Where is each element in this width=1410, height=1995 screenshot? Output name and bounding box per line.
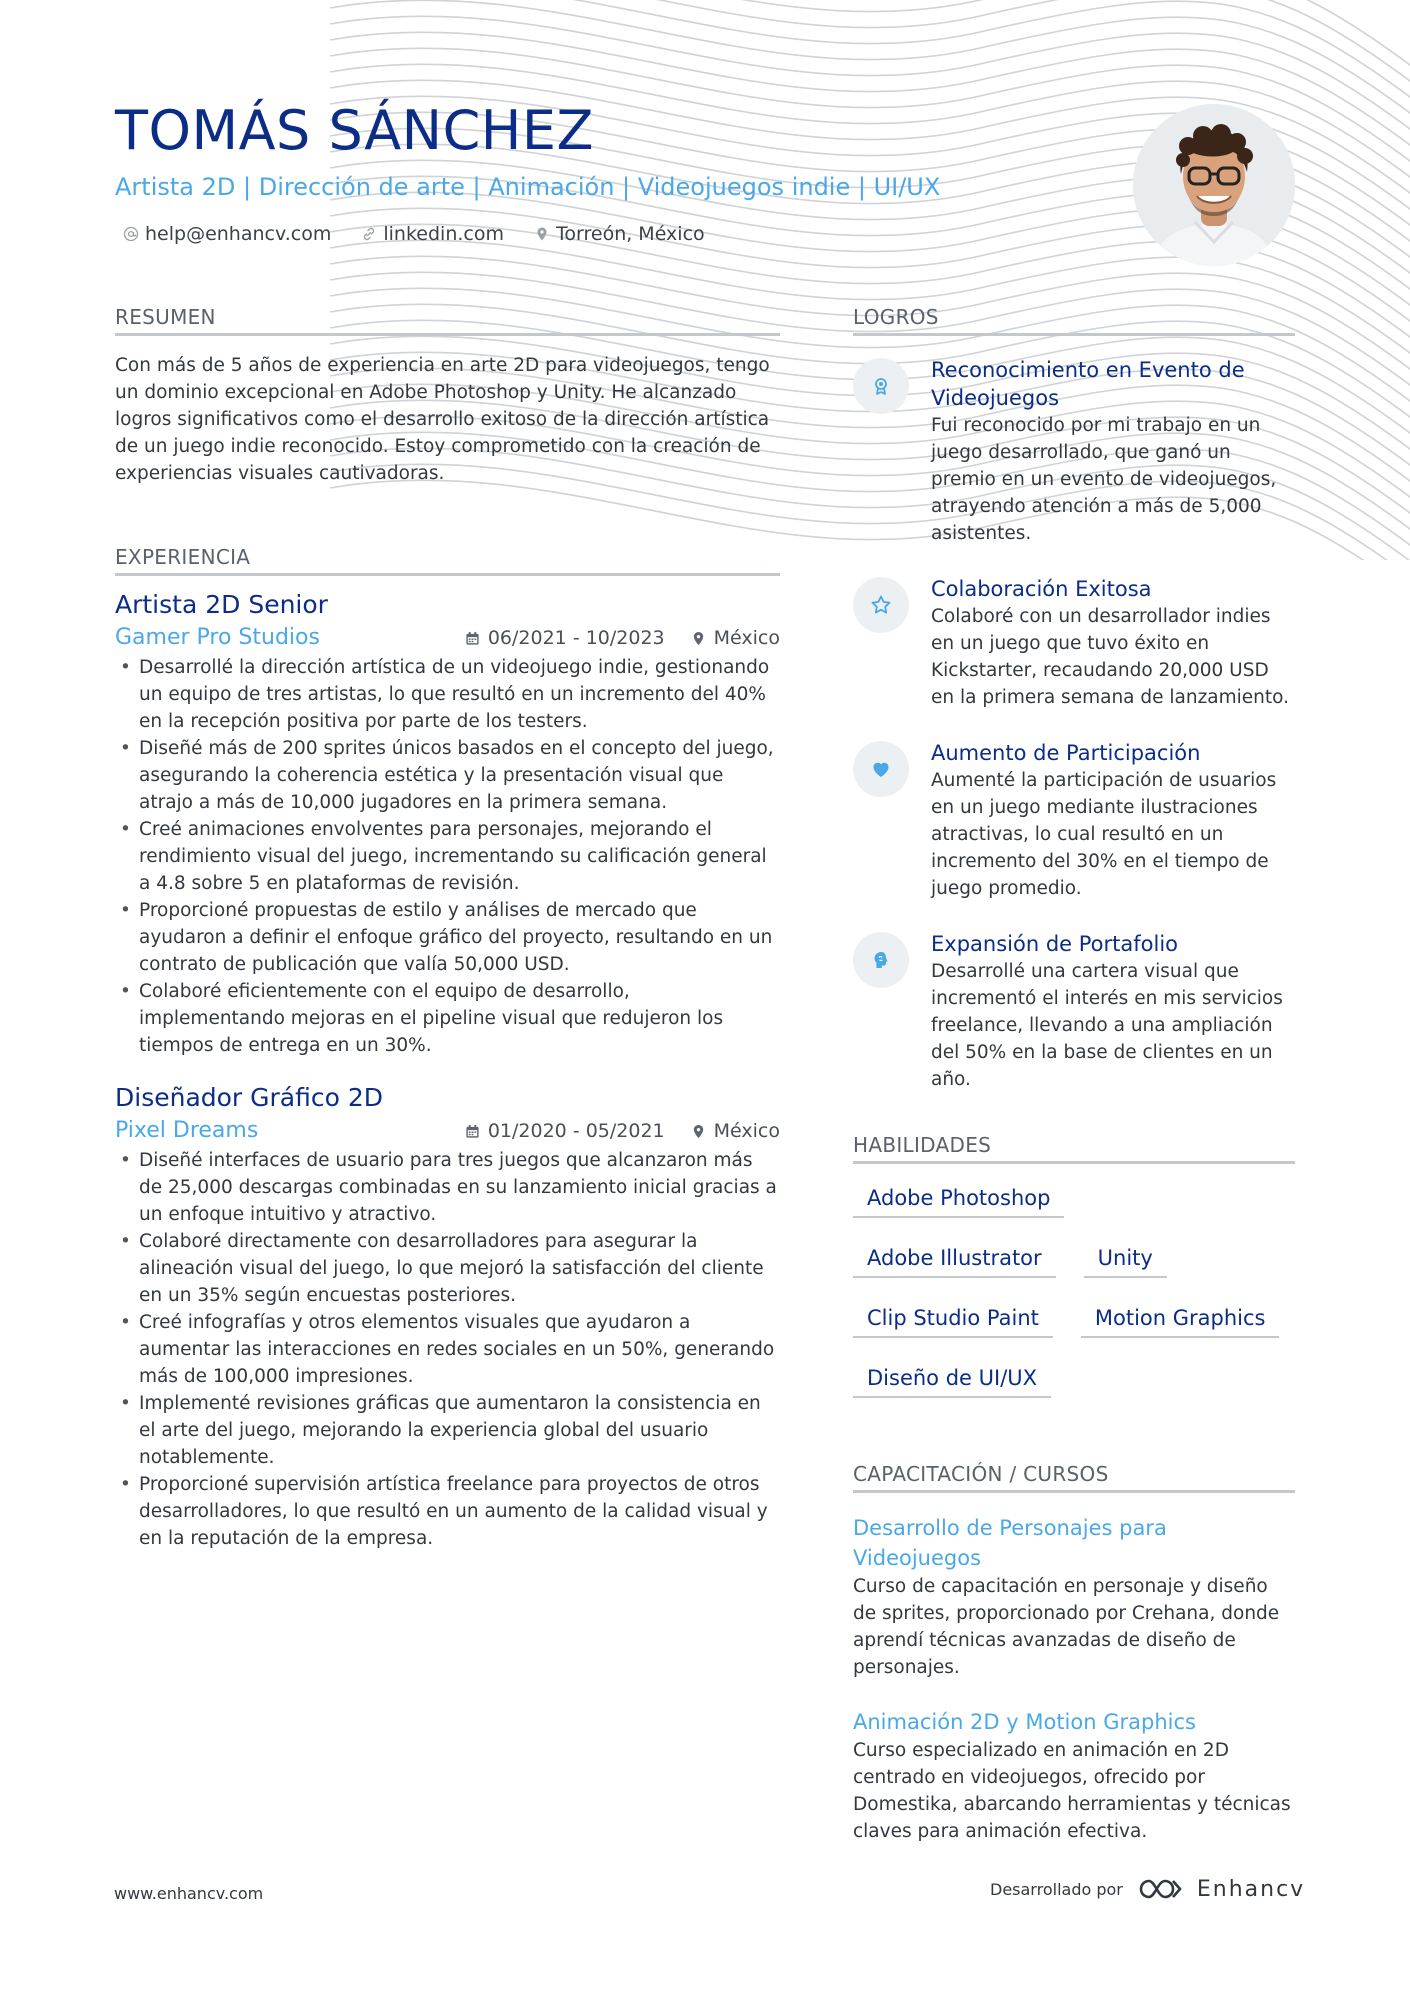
job-bullet: • Desarrollé la dirección artística de un videojuego indie, gestionando un equipo de tres artistas, lo que resultó en un incremento del 40% en la recepción positiva por parte de los testers. [115,654,780,735]
summary-section [115,305,780,487]
right-column [853,305,1295,1871]
job-location [691,622,780,654]
contact-linkedin[interactable] [361,223,504,245]
location-text: Torreón, México [556,223,705,245]
achievement-desc: Fui reconocido por mi trabajo en un juego desarrollado, que ganó un premio en un evento de videojuegos, atrayendo atención a más de 5,000 asistentes. [931,415,1277,544]
job-bullet: • Proporcioné supervisión artística freelance para proyectos de otros desarrolladores, lo que resultó en un aumento de la calidad visual y en la reputación de la empresa. [115,1471,780,1552]
powered-by-text: Desarrollado por [990,1879,1123,1899]
course-item [853,1707,1295,1845]
job-bullet: • Implementé revisiones gráficas que aumentaron la consistencia en el arte del juego, mejorando la experiencia global del usuario notablemente. [115,1390,780,1471]
job-dates-text: 01/2020 - 05/2021 [487,1120,665,1142]
achievement-title: Reconocimiento en Evento de Videojuegos [931,358,1245,410]
profile-photo [1133,104,1295,266]
course-item [853,1513,1295,1681]
job-entry [115,1081,780,1552]
company-name: Pixel Dreams [115,1118,259,1143]
job-bullets [115,1147,780,1552]
wave-line [330,0,1410,80]
job-bullet: • Colaboré eficientemente con el equipo de desarrollo, implementando mejoras en el pipeline visual que redujeron los tiempos de entrega en un 30%. [115,978,780,1059]
job-location-text: México [713,627,780,649]
email-text: help@enhancv.com [145,223,332,245]
skills-list [853,1182,1295,1398]
at-icon [123,226,139,242]
linkedin-text: linkedin.com [383,223,504,245]
job-location [691,1115,780,1147]
star-icon [869,593,893,617]
location-pin-icon [691,1124,706,1139]
skill-tag: Motion Graphics [1081,1302,1280,1338]
experience-heading: EXPERIENCIA [115,545,780,576]
skill-tag: Unity [1084,1242,1167,1278]
job-dates [465,1115,665,1147]
achievement-desc: Desarrollé una cartera visual que incrementó el interés en mis servicios freelance, llevando a una ampliación del 50% en la base de clientes en un año. [931,961,1283,1090]
location-pin-icon [534,226,550,242]
achievement-title: Aumento de Participación [931,741,1201,765]
achievements-section [853,305,1295,1093]
job-location-text: México [713,1120,780,1142]
person-avatar-icon [1133,104,1295,266]
job-title: Artista 2D Senior [115,590,328,619]
job-entry [115,588,780,1059]
experience-section [115,545,780,1552]
achievement-title: Colaboración Exitosa [931,577,1152,601]
achievement-item [853,575,1295,711]
job-bullet: • Diseñé más de 200 sprites únicos basados en el concepto del juego, asegurando la coherencia estética y la presentación visual que atrajo a más de 10,000 jugadores en la primera semana. [115,735,780,816]
job-dates [465,622,665,654]
summary-heading: RESUMEN [115,305,780,336]
achievements-heading: LOGROS [853,305,1295,336]
skills-heading: HABILIDADES [853,1133,1295,1164]
contact-row [123,223,1115,245]
achievement-title: Expansión de Portafolio [931,932,1178,956]
company-name: Gamer Pro Studios [115,625,320,650]
job-title: Diseñador Gráfico 2D [115,1083,384,1112]
link-icon [361,226,377,242]
course-desc: Curso especializado en animación en 2D centrado en videojuegos, ofrecido por Domestika, abarcando herramientas y técnicas claves para animación efectiva. [853,1740,1291,1842]
job-bullet: • Colaboré directamente con desarrolladores para asegurar la alineación visual del juego, lo que mejoró la satisfacción del cliente en un 35% según encuestas posteriores. [115,1228,780,1309]
courses-section [853,1462,1295,1845]
calendar-icon [465,1124,480,1139]
job-bullets [115,654,780,1059]
skills-section [853,1133,1295,1398]
contact-location [534,223,705,245]
location-pin-icon [691,631,706,646]
footer-branding [990,1876,1305,1902]
skill-tag: Diseño de UI/UX [853,1362,1051,1398]
job-bullet: • Creé animaciones envolventes para personajes, mejorando el rendimiento visual del juego, incrementando su calificación general a 4.8 sobre 5 en plataformas de revisión. [115,816,780,897]
course-title: Animación 2D y Motion Graphics [853,1710,1196,1734]
resume-header [115,95,1115,245]
footer-website[interactable]: www.enhancv.com [114,1884,264,1903]
achievement-item [853,356,1295,547]
candidate-name: TOMÁS SÁNCHEZ [115,99,594,162]
skill-tag: Adobe Photoshop [853,1182,1064,1218]
job-dates-text: 06/2021 - 10/2023 [487,627,665,649]
brain-icon [869,948,893,972]
achievement-desc: Colaboré con un desarrollador indies en un juego que tuvo éxito en Kickstarter, recaudando 20,000 USD en la primera semana de lanzamiento. [931,606,1290,708]
candidate-tagline: Artista 2D | Dirección de arte | Animación | Videojuegos indie | UI/UX [115,173,941,201]
achievement-item [853,930,1295,1093]
wave-line [330,0,1410,96]
skill-tag: Adobe Illustrator [853,1242,1056,1278]
job-bullet: • Creé infografías y otros elementos visuales que ayudaron a aumentar las interacciones en redes sociales en un 50%, generando más de 100,000 impresiones. [115,1309,780,1390]
course-desc: Curso de capacitación en personaje y diseño de sprites, proporcionado por Crehana, donde aprendí técnicas avanzadas de diseño de personajes. [853,1576,1280,1678]
summary-text: Con más de 5 años de experiencia en arte 2D para videojuegos, tengo un dominio excepcional en Adobe Photoshop y Unity. He alcanzado logros significativos como el desarrollo exitoso de la dirección artística de un juego indie reconocido. Estoy comprometido con la creación de experiencias visuales cautivadoras. [115,355,770,484]
award-icon [869,374,893,398]
enhancv-logo-icon [1137,1876,1183,1902]
job-meta [115,1115,780,1147]
job-bullet: • Diseñé interfaces de usuario para tres juegos que alcanzaron más de 25,000 descargas combinadas en su lanzamiento inicial gracias a un enfoque intuitivo y atractivo. [115,1147,780,1228]
course-title: Desarrollo de Personajes para Videojuegos [853,1516,1167,1570]
achievement-desc: Aumenté la participación de usuarios en un juego mediante ilustraciones atractivas, lo cual resultó en un incremento del 30% en el tiempo de juego promedio. [931,770,1277,899]
heart-icon [869,757,893,781]
calendar-icon [465,631,480,646]
job-bullet: • Proporcioné propuestas de estilo y análises de mercado que ayudaron a definir el enfoque gráfico del proyecto, resultando en un contrato de publicación que valía 50,000 USD. [115,897,780,978]
courses-heading: CAPACITACIÓN / CURSOS [853,1462,1295,1493]
job-meta [115,622,780,654]
brand-name: Enhancv [1196,1876,1306,1902]
skill-tag: Clip Studio Paint [853,1302,1053,1338]
left-column [115,305,780,1574]
contact-email[interactable] [123,223,331,245]
achievement-item [853,739,1295,902]
